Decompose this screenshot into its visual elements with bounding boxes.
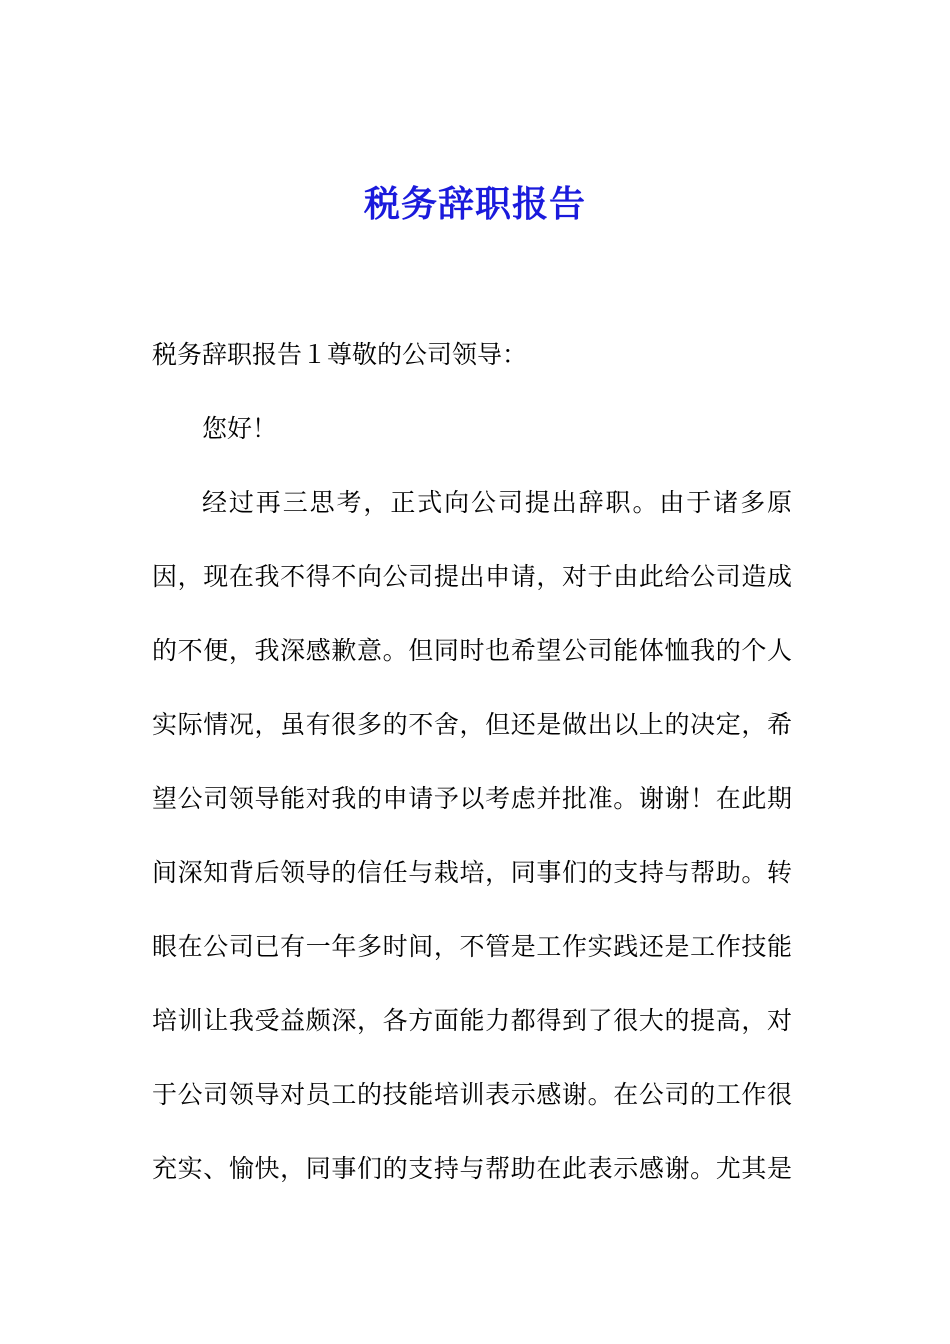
document-title: 税务辞职报告 — [363, 183, 586, 225]
paragraph-line: 的不便，我深感歉意。但同时也希望公司能体恤我的个人 — [152, 636, 792, 665]
paragraph-line: 因，现在我不得不向公司提出申请，对于由此给公司造成 — [152, 562, 792, 591]
paragraph-line: 实际情况，虽有很多的不舍，但还是做出以上的决定，希 — [152, 710, 792, 739]
paragraph-line: 于公司领导对员工的技能培训表示感谢。在公司的工作很 — [152, 1080, 792, 1109]
paragraph-line: 望公司领导能对我的申请予以考虑并批准。谢谢！在此期 — [152, 784, 792, 813]
paragraph-line: 经过再三思考，正式向公司提出辞职。由于诸多原 — [202, 488, 792, 517]
paragraph-line: 间深知背后领导的信任与栽培，同事们的支持与帮助。转 — [152, 858, 792, 887]
document-body — [152, 332, 792, 1220]
paragraph-line: 充实、愉快，同事们的支持与帮助在此表示感谢。尤其是 — [152, 1154, 792, 1183]
salutation-line: 税务辞职报告１尊敬的公司领导： — [152, 340, 528, 369]
greeting-line: 您好！ — [202, 414, 278, 443]
paragraph-line: 眼在公司已有一年多时间，不管是工作实践还是工作技能 — [152, 932, 792, 961]
paragraph-line: 培训让我受益颇深，各方面能力都得到了很大的提高，对 — [152, 1006, 792, 1035]
